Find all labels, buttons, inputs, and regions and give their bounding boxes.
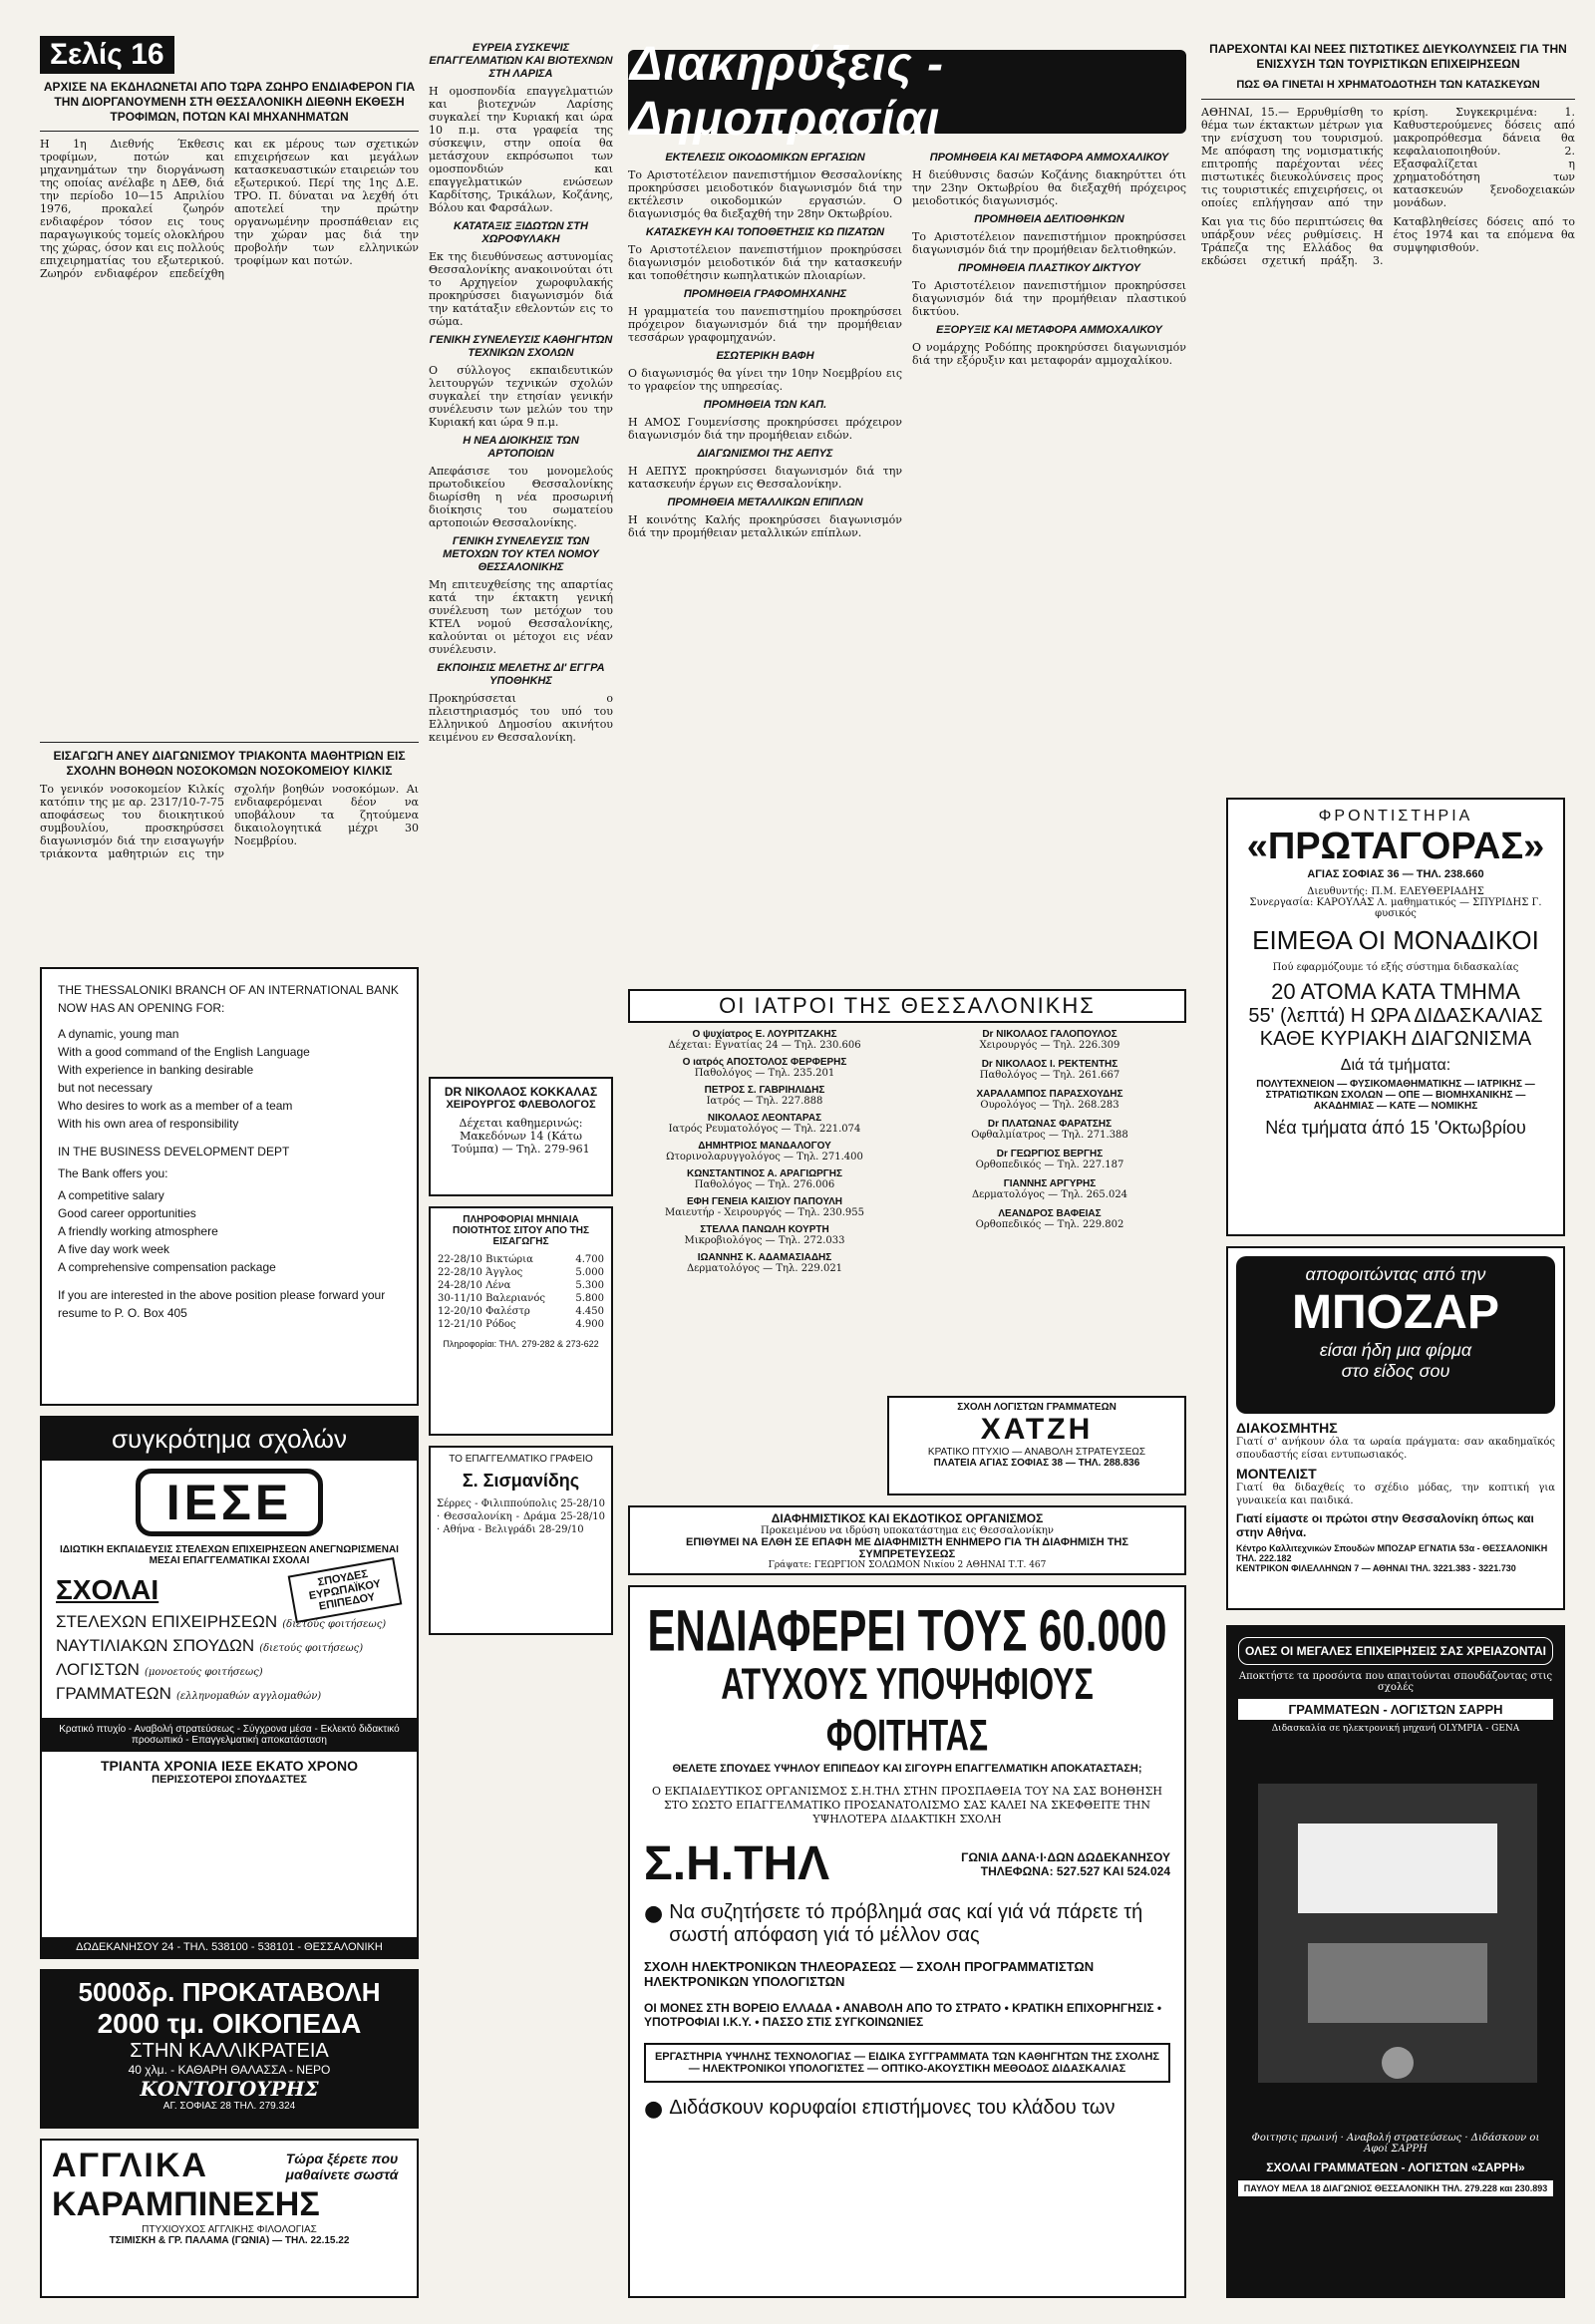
doctor-entry xyxy=(628,1057,901,1079)
kokkalas-body: Δέχεται καθημερινώς: Μακεδόνων 14 (Κάτω Τούμπα) — Τηλ. 279-961 xyxy=(452,1117,590,1156)
karampinesis-ad xyxy=(40,2139,419,2298)
wheat-title: ΠΛΗΡΟΦΟΡΙΑΙ ΜΗΝΙΑΙΑ ΠΟΙΟΤΗΤΟΣ ΣΙΤΟΥ ΑΠΟ ΤΗΣ ΕΙΣΑΓΩΓΗΣ xyxy=(453,1214,589,1247)
bozar-title-1: ΔΙΑΚΟΣΜΗΤΗΣ xyxy=(1236,1420,1338,1436)
bank-ad-req: With experience in banking desirable xyxy=(58,1063,254,1077)
protagoras-note: Πού εφαρμόζουμε τό εξής σύστημα διδασκαλίας xyxy=(1272,962,1519,973)
doctor-entry xyxy=(628,1168,901,1190)
karampinesis-line-2: ΚΑΡΑΜΠΙΝΕΣΗΣ xyxy=(52,2185,320,2223)
protagoras-point-3: ΚΑΘΕ ΚΥΡΙΑΚΗ ΔΙΑΓΩΝΙΣΜΑ xyxy=(1259,1028,1532,1050)
doctors-left xyxy=(628,1029,901,1280)
protagoras-new: Νέα τμήματα άπό 15 'Οκτωβρίου xyxy=(1265,1118,1526,1138)
protagoras-sections: ΠΟΛΥΤΕΧΝΕΙΟΝ — ΦΥΣΙΚΟΜΑΘΗΜΑΤΙΚΗΣ — ΙΑΤΡΙΚΗΣ — ΣΤΡΑΤΙΩΤΙΚΩΝ ΣΧΟΛΩΝ — ΟΠΕ — ΒΙΟΜΗΧΑΝΙΚΗΣ — ΑΚΑΔΗΜΙΑΣ — ΚΑΤΕ — ΝΟΜΙΚΗΣ xyxy=(1256,1079,1535,1112)
doctor-details: Μαιευτήρ - Χειρουργός — Τηλ. 230.955 xyxy=(664,1207,865,1218)
headline-notice: ΕΚΠΟΙΗΣΙΣ ΜΕΛΕΤΗΣ ΔΙ' ΕΓΓΡΑ ΥΠΟΘΗΚΗΣ xyxy=(437,662,605,687)
iese-school-name: ΝΑΥΤΙΛΙΑΚΩΝ ΣΠΟΥΔΩΝ xyxy=(56,1636,255,1655)
doctor-entry xyxy=(628,1029,901,1051)
ad-agency-line-2 xyxy=(640,1536,1174,1560)
doctor-details: Ουρολόγος — Τηλ. 268.283 xyxy=(980,1100,1119,1111)
table-row xyxy=(437,1266,605,1279)
article-teachers: Ο σύλλογος εκπαιδευτικών λειτουργών τεχνικών σχολών συγκαλεί την ετησίαν γενικήν συνέλευσιν των μελών του την Κυριακή και ώρα 9 π.μ. xyxy=(429,364,613,429)
doctor-details: Ωτορινολαρυγγολόγος — Τηλ. 271.400 xyxy=(666,1152,863,1162)
article-tender: Το Αριστοτέλειον πανεπιστήμιον προκηρύσσει διαγωνισμόν διά την προμήθειαν πλαστικού δικτύου. xyxy=(912,279,1186,318)
article-tourism-2: Και για τις δύο περιπτώσεις θα υπάρξουν νέες ρυθμίσεις. Η Τράπεζα της Ελλάδος θα εκδώσει σχετική πράξη. 3. Καταβληθείσες δόσεις από το έτος 1974 και τα επόμενα θα συμψηφισθούν. xyxy=(1201,215,1575,267)
iese-ad xyxy=(40,1416,419,1959)
kokkalas-name: DR ΝΙΚΟΛΑΟΣ ΚΟΚΚΑΛΑΣ xyxy=(444,1085,598,1099)
protagoras-top: ΦΡΟΝΤΙΣΤΗΡΙΑ xyxy=(1318,808,1473,825)
plots-line-1: 5000δρ. ΠΡΟΚΑΤΑΒΟΛΗ xyxy=(78,1977,381,2007)
protagoras-point-1: 20 ΑΤΟΜΑ ΚΑΤΑ ΤΜΗΜΑ xyxy=(1271,979,1520,1004)
bank-ad-requirements xyxy=(58,1025,401,1133)
doctor-details: Οφθαλμίατρος — Τηλ. 271.388 xyxy=(971,1130,1128,1141)
headline-tender: ΔΙΑΓΩΝΙΣΜΟΙ ΤΗΣ ΑΕΠΥΣ xyxy=(697,448,833,460)
doctor-name: ΠΕΤΡΟΣ Σ. ΓΑΒΡΙΗΛΙΔΗΣ xyxy=(704,1085,825,1096)
xatzi-sub: ΚΡΑΤΙΚΟ ΠΤΥΧΙΟ — ΑΝΑΒΟΛΗ ΣΤΡΑΤΕΥΣΕΩΣ xyxy=(927,1447,1146,1458)
table-cell: 24-28/10 Λένα xyxy=(438,1280,511,1291)
table-cell: 5.800 xyxy=(575,1293,604,1304)
doctor-entry xyxy=(913,1119,1186,1141)
doctor-details: Ορθοπεδικός — Τηλ. 227.187 xyxy=(975,1160,1124,1170)
bank-ad-offer: A five day work week xyxy=(58,1242,170,1256)
doctor-name: Dr ΠΛΑΤΩΝΑΣ ΦΑΡΑΤΣΗΣ xyxy=(987,1119,1113,1130)
bozar-ad xyxy=(1226,1246,1565,1610)
wheat-data-table xyxy=(437,1253,605,1331)
table-cell: 4.450 xyxy=(575,1306,604,1317)
article-tender: Το Αριστοτέλειον πανεπιστήμιον προκηρύσσει διαγωνισμόν μειοδοτικόν διά την κατασκευήν και τοποθέτησιν κωπηλατικών πλοιαρίων. xyxy=(628,243,902,282)
headline-bakers: Η ΝΕΑ ΔΙΟΙΚΗΣΙΣ ΤΩΝ ΑΡΤΟΠΟΙΩΝ xyxy=(463,435,579,460)
article-nurses: Το γενικόν νοσοκομείον Κιλκίς κατόπιν της με αρ. 2317/10-7-75 αποφάσεως του διοικητικού συμβουλίου, προσκηρύσσει διαγωνισμόν διά την εισαγωγήν τριάκοντα μαθητριών εις την σχολήν βοηθών νοσοκόμων. Αι ενδιαφερόμεναι δέον να υποβάλουν τα ζητούμενα δικαιολογητικά μέχρι 30 Νοεμβρίου. xyxy=(40,783,419,860)
ad-agency-line-1: Προκειμένου να ιδρύση υποκατάστημα εις Θεσσαλονίκην xyxy=(761,1525,1054,1536)
table-row xyxy=(437,1253,605,1266)
iese-top: συγκρότημα σχολών xyxy=(42,1418,417,1461)
sarri-notes: Φοιτησις πρωινή · Αναβολή στρατεύσεως · Διδάσκουν οι Αφοί ΣΑΡΡΗ xyxy=(1251,2133,1540,2155)
auctions-banner xyxy=(628,38,1186,146)
table-cell: 12-20/10 Φαλέστρ xyxy=(438,1306,530,1317)
doctor-entry xyxy=(913,1029,1186,1051)
headline-tender: ΚΑΤΑΣΚΕΥΗ ΚΑΙ ΤΟΠΟΘΕΤΗΣΙΣ ΚΩ ΠΙΖΑΤΩΝ xyxy=(645,226,885,238)
sarri-name: ΣΧΟΛΑΙ ΓΡΑΜΜΑΤΕΩΝ - ΛΟΓΙΣΤΩΝ «ΣΑΡΡΗ» xyxy=(1266,2160,1525,2174)
iese-subtitle: ΙΔΙΩΤΙΚΗ ΕΚΠΑΙΔΕΥΣΙΣ ΣΤΕΛΕΧΩΝ ΕΠΙΧΕΙΡΗΣΕΩΝ ΑΝΕΓΝΩΡΙΣΜΕΝΑΙ ΜΕΣΑΙ ΕΠΑΓΓΕΛΜΑΤΙΚΑΙ ΣΧΟΛΑΙ xyxy=(60,1544,399,1566)
table-cell: 5.000 xyxy=(575,1267,604,1278)
doctor-details: Παθολόγος — Τηλ. 261.667 xyxy=(979,1070,1120,1081)
bozar-title-2: ΜΟΝΤΕΛΙΣΤ xyxy=(1236,1466,1317,1482)
doctor-details: Δέχεται: Εγνατίας 24 — Τηλ. 230.606 xyxy=(668,1040,861,1051)
sitil-address: ΓΩΝΙΑ ΔΑΝΑ·Ι·ΔΩΝ ΔΩΔΕΚΑΝΗΣΟΥ xyxy=(961,1849,1170,1864)
doctors-right xyxy=(913,1029,1186,1280)
protagoras-director: Διευθυντής: Π.Μ. ΕΛΕΥΘΕΡΙΑΔΗΣ xyxy=(1307,886,1484,897)
table-cell: 22-28/10 Άγγλος xyxy=(438,1267,523,1278)
headline-tender: ΠΡΟΜΗΘΕΙΑ ΜΕΤΑΛΛΙΚΩΝ ΕΠΙΠΛΩΝ xyxy=(667,497,863,508)
iese-school xyxy=(56,1660,403,1680)
table-row xyxy=(437,1292,605,1305)
plots-name: ΚΟΝΤΟΓΟΥΡΗΣ xyxy=(140,2077,319,2101)
xatzi-name: ΧΑΤΖΗ xyxy=(980,1413,1094,1446)
doctor-details: Παθολόγος — Τηλ. 235.201 xyxy=(694,1068,835,1079)
article-tender: Ο νομάρχης Ροδόπης προκηρύσσει διαγωνισμόν διά την εξόρυξιν και μεταφοράν αμμοχαλίκου. xyxy=(912,341,1186,367)
bullet-icon: ● xyxy=(644,2097,664,2122)
xatzi-address: ΠΛΑΤΕΙΑ ΑΓΙΑΣ ΣΟΦΙΑΣ 38 — ΤΗΛ. 288.836 xyxy=(933,1458,1140,1469)
iese-school-note: (μονοετούς φοιτήσεως) xyxy=(144,1667,263,1678)
sitil-school: ΣΧΟΛΗ ΗΛΕΚΤΡΟΝΙΚΩΝ ΤΗΛΕΟΡΑΣΕΩΣ — ΣΧΟΛΗ ΠΡΟΓΡΑΜΜΑΤΙΣΤΩΝ ΗΛΕΚΤΡΟΝΙΚΩΝ ΥΠΟΛΟΓΙΣΤΩΝ xyxy=(644,1959,1095,1989)
doctor-details: Παθολόγος — Τηλ. 276.006 xyxy=(694,1179,835,1190)
doctor-entry xyxy=(628,1224,901,1246)
sitil-sub: ΘΕΛΕΤΕ ΣΠΟΥΔΕΣ ΥΨΗΛΟΥ ΕΠΙΠΕΔΟΥ ΚΑΙ ΣΙΓΟΥΡΗ ΕΠΑΓΓΕΛΜΑΤΙΚΗ ΑΠΟΚΑΤΑΣΤΑΣΗ; xyxy=(672,1763,1142,1775)
sismanidis-label: ΤΟ ΕΠΑΓΓΕΛΜΑΤΙΚΟ ΓΡΑΦΕΙΟ xyxy=(449,1454,593,1465)
sismanidis-ad xyxy=(429,1446,613,1635)
iese-footer-2: ΤΡΙΑΝΤΑ ΧΡΟΝΙΑ ΙΕΣΕ ΕΚΑΤΟ ΧΡΟΝΟ xyxy=(101,1758,358,1774)
doctor-name: Dr ΝΙΚΟΛΑΟΣ ΓΑΛΟΠΟΥΛΟΣ xyxy=(982,1029,1117,1040)
doctor-name: ΓΙΑΝΝΗΣ ΑΡΓΥΡΗΣ xyxy=(1003,1178,1097,1189)
table-row xyxy=(437,1305,605,1318)
article-tender: Ο διαγωνισμός θα γίνει την 10ην Νοεμβρίου εις το γραφείον της υπηρεσίας. xyxy=(628,367,902,393)
article-tender: Η διεύθυνσις δασών Κοζάνης διακηρύττει ότι την 23ην Οκτωβρίου θα διεξαχθή πρόχειρος μειοδοτικός διαγωνισμός. xyxy=(912,168,1186,207)
article-tender: Η ΑΜΟΣ Γουμενίσσης προκηρύσσει πρόχειρον διαγωνισμόν διά την προμήθειαν ειδών. xyxy=(628,416,902,442)
plots-ad xyxy=(40,1969,419,2129)
column-2 xyxy=(429,36,613,1073)
protagoras-staff: Συνεργασία: ΚΑΡΟΥΛΑΣ Λ. μαθηματικός — ΣΠΥΡΙΔΗΣ Γ. φυσικός xyxy=(1249,897,1542,919)
headline-tender: ΕΚΤΕΛΕΣΙΣ ΟΙΚΟΔΟΜΙΚΩΝ ΕΡΓΑΣΙΩΝ xyxy=(665,152,865,164)
headline-tender: ΠΡΟΜΗΘΕΙΑ ΔΕΛΤΙΟΘΗΚΩΝ xyxy=(974,213,1124,225)
bank-ad-dept: IN THE BUSINESS DEVELOPMENT DEPT xyxy=(58,1145,290,1159)
headline-larisa: ΕΥΡΕΙΑ ΣΥΣΚΕΨΙΣ ΕΠΑΓΓΕΛΜΑΤΙΩΝ ΚΑΙ ΒΙΟΤΕΧΝΩΝ ΣΤΗ ΛΑΡΙΣΑ xyxy=(429,42,613,80)
karampinesis-line-1: ΑΓΓΛΙΚΑ xyxy=(52,2147,208,2184)
bozar-bottom-2: στο είδος σου xyxy=(1341,1361,1450,1381)
ad-agency-line-2-b: ΕΝΗΜΕΡΟ ΓΙΑ ΤΗ ΔΙΑΦΗΜΙΣΗ ΤΗΣ ΣΥΜΠΡΕΤΕΥΣΕΩΣ xyxy=(858,1536,1128,1560)
sismanidis-name: Σ. Σισμανίδης xyxy=(462,1471,580,1491)
bank-ad-offer: A friendly working atmosphere xyxy=(58,1224,218,1238)
iese-badge: ΣΠΟΥΔΕΣ ΕΥΡΩΠΑΪΚΟΥ ΕΠΙΠΕΔΟΥ xyxy=(288,1557,403,1623)
iese-school-note: (διετούς φοιτήσεως) xyxy=(259,1643,364,1654)
doctor-entry xyxy=(628,1085,901,1107)
bank-ad-req: Who desires to work as a member of a team xyxy=(58,1099,293,1113)
bank-ad-offer: Good career opportunities xyxy=(58,1206,196,1220)
wheat-table xyxy=(429,1206,613,1436)
xatzi-ad xyxy=(887,1396,1186,1495)
sitil-bullet-2: Διδάσκουν κορυφαίοι επιστήμονες του κλάδου των xyxy=(669,2097,1116,2119)
table-row xyxy=(437,1279,605,1292)
doctor-details: Χειρουργός — Τηλ. 226.309 xyxy=(979,1040,1120,1051)
protagoras-sections-title: Διά τά τμήματα: xyxy=(1340,1057,1451,1074)
bank-ad-closing: If you are interested in the above position please forward your resume to P. O. Box 405 xyxy=(58,1288,386,1320)
headline-gendarmerie: ΚΑΤΑΤΑΞΙΣ ΞΙΔΩΤΩΝ ΣΤΗ ΧΩΡΟΦΥΛΑΚΗ xyxy=(454,220,588,245)
doctor-entry xyxy=(913,1208,1186,1230)
headline-ktel: ΓΕΝΙΚΗ ΣΥΝΕΛΕΥΣΙΣ ΤΩΝ ΜΕΤΟΧΩΝ ΤΟΥ ΚΤΕΛ ΝΟΜΟΥ ΘΕΣΣΑΛΟΝΙΚΗΣ xyxy=(443,535,599,573)
table-cell: 22-28/10 Βικτώρια xyxy=(438,1254,533,1265)
doctor-details: Ορθοπεδικός — Τηλ. 229.802 xyxy=(975,1219,1124,1230)
article-tender: Η γραμματεία του πανεπιστημίου προκηρύσσει πρόχειρον διαγωνισμόν διά την προμήθειαν τεσσάρων γραφομηχανών. xyxy=(628,305,902,344)
iese-school-name: ΓΡΑΜΜΑΤΕΩΝ xyxy=(56,1684,171,1703)
iese-school xyxy=(56,1684,403,1704)
doctor-entry xyxy=(628,1252,901,1274)
xatzi-label: ΣΧΟΛΗ ΛΟΓΙΣΤΩΝ ΓΡΑΜΜΑΤΕΩΝ xyxy=(957,1402,1116,1413)
doctor-details: Ιατρός — Τηλ. 227.888 xyxy=(706,1096,823,1107)
karampinesis-address: ΤΣΙΜΙΣΚΗ & ΓΡ. ΠΑΛΑΜΑ (ΓΩΝΙΑ) — ΤΗΛ. 22.15.22 xyxy=(109,2235,350,2246)
article-notice: Προκηρύσσεται ο πλειστηριασμός του υπό του Ελληνικού Δημοσίου ακινήτου κειμένου εν Θεσσαλονίκη. xyxy=(429,692,613,744)
iese-address: ΔΩΔΕΚΑΝΗΣΟΥ 24 - ΤΗΛ. 538100 - 538101 - ΘΕΣΣΑΛΟΝΙΚΗ xyxy=(42,1937,417,1957)
article-tender: Το Αριστοτέλειον πανεπιστήμιον προκηρύσσει διαγωνισμόν διά την προμήθειαν δελτιοθηκών. xyxy=(912,230,1186,256)
doctors-title-box xyxy=(628,989,1186,1023)
typewriter-illustration xyxy=(1238,1744,1553,2123)
doctor-name: Ο ιατρός ΑΠΟΣΤΟΛΟΣ ΦΕΡΦΕΡΗΣ xyxy=(682,1057,847,1068)
doctors-title: ΟΙ ΙΑΤΡΟΙ ΤΗΣ ΘΕΣΣΑΛΟΝΙΚΗΣ xyxy=(719,993,1096,1018)
iese-footer-1: Κρατικό πτυχίο - Αναβολή στρατεύσεως - Σύγχρονα μέσα - Εκλεκτό διδακτικό προσωπικό - Επαγγελματική αποκατάσταση xyxy=(42,1718,417,1752)
sarri-top: ΟΛΕΣ ΟΙ ΜΕΓΑΛΕΣ ΕΠΙΧΕΙΡΗΣΕΙΣ ΣΑΣ ΧΡΕΙΑΖΟΝΤΑΙ xyxy=(1238,1637,1553,1665)
bank-ad-offer: A competitive salary xyxy=(58,1188,164,1202)
protagoras-ad xyxy=(1226,798,1565,1236)
headline-tourism: ΠΑΡΕΧΟΝΤΑΙ ΚΑΙ ΝΕΕΣ ΠΙΣΤΩΤΙΚΕΣ ΔΙΕΥΚΟΛΥΝΣΕΙΣ ΓΙΑ ΤΗΝ ΕΝΙΣΧΥΣΗ ΤΩΝ ΤΟΥΡΙΣΤΙΚΩΝ ΕΠΙΧΕΙΡΗΣΕΩΝ xyxy=(1209,42,1567,71)
doctor-name: ΚΩΝΣΤΑΝΤΙΝΟΣ Α. ΑΡΑΓΙΩΡΓΗΣ xyxy=(686,1168,843,1179)
protagoras-name: «ΠΡΩΤΑΓΟΡΑΣ» xyxy=(1246,826,1545,867)
protagoras-point-2: 55' (λεπτά) Η ΩΡΑ ΔΙΔΑΣΚΑΛΙΑΣ xyxy=(1248,1005,1543,1027)
doctor-entry xyxy=(913,1149,1186,1170)
doctor-name: ΕΦΗ ΓΕΝΕΙΑ ΚΑΙΣΙΟΥ ΠΑΠΟΥΛΗ xyxy=(687,1196,842,1207)
bank-ad-req: With a good command of the English Language xyxy=(58,1045,310,1059)
article-tourism: ΑΘΗΝΑΙ, 15.— Ερρυθμίσθη το θέμα των έκτακτων μέτρων για την ενίσχυση του τουρισμού. Με απόφαση της νομισματικής επιτροπής παρέχονται νέες πιστωτικές διευκολύνσεις προς τις τουριστικές επιχειρήσεις, οι οποίες επλήγησαν από την κρίση. Συγκεκριμένα: 1. Καθυστερούμενες δόσεις από μακροπρόθεσμα δάνεια θα κεφαλαιοποιηθούν. 2. Εξασφαλίζεται η χρηματοδότηση των κατασκευών ξενοδοχειακών μονάδων. xyxy=(1201,106,1575,209)
auctions-banner-text: Διακηρύξεις - Δημοπρασίαι xyxy=(630,38,945,146)
karampinesis-sub: ΠΤΥΧΙΟΥΧΟΣ ΑΓΓΛΙΚΗΣ ΦΙΛΟΛΟΓΙΑΣ xyxy=(142,2224,317,2235)
bozar-name: ΜΠΟΖΑΡ xyxy=(1292,1286,1499,1339)
doctor-name: ΧΑΡΑΛΑΜΠΟΣ ΠΑΡΑΣΧΟΥΔΗΣ xyxy=(976,1089,1123,1100)
headline-teachers: ΓΕΝΙΚΗ ΣΥΝΕΛΕΥΣΙΣ ΚΑΘΗΓΗΤΩΝ ΤΕΧΝΙΚΩΝ ΣΧΟΛΩΝ xyxy=(429,334,613,359)
headline-tender: ΕΞΟΡΥΞΙΣ ΚΑΙ ΜΕΤΑΦΟΡΑ ΑΜΜΟΧΑΛΙΚΟΥ xyxy=(936,324,1162,336)
bank-ad-offer: A comprehensive compensation package xyxy=(58,1260,276,1274)
doctor-entry xyxy=(628,1141,901,1162)
iese-school-name: ΛΟΓΙΣΤΩΝ xyxy=(56,1660,140,1679)
wheat-contact: Πληροφορίαι: ΤΗΛ. 279-282 & 273-622 xyxy=(443,1339,599,1349)
article-gendarmerie: Εκ της διευθύνσεως αστυνομίας Θεσσαλονίκης ανακοινούται ότι το Αρχηγείον χωροφυλακής προκηρύσσει διαγωνισμόν διά την κατάταξιν εθελοντών εις το σώμα. xyxy=(429,250,613,328)
page-label: Σελίς 16 xyxy=(40,36,174,74)
headline-tender: ΠΡΟΜΗΘΕΙΑ ΠΛΑΣΤΙΚΟΥ ΔΙΚΤΥΟΥ xyxy=(957,262,1141,274)
karampinesis-slogan: Τώρα ξέρετε που μαθαίνετε σωστά xyxy=(285,2151,399,2182)
sitil-ad xyxy=(628,1585,1186,2298)
bullet-icon: ● xyxy=(644,1901,664,1926)
ad-agency-title: ΔΙΑΦΗΜΙΣΤΙΚΟΣ ΚΑΙ ΕΚΔΟΤΙΚΟΣ ΟΡΓΑΝΙΣΜΟΣ xyxy=(771,1511,1044,1525)
doctors-directory xyxy=(628,989,1186,1388)
table-cell: 4.700 xyxy=(575,1254,604,1265)
plots-address: ΑΓ. ΣΟΦΙΑΣ 28 ΤΗΛ. 279.324 xyxy=(162,2101,296,2112)
column-5 xyxy=(1201,36,1575,784)
bozar-top: αποφοιτώντας από την xyxy=(1305,1264,1486,1284)
iese-school xyxy=(56,1636,403,1656)
doctor-name: Ο ψυχίατρος Ε. ΛΟΥΡΙΤΖΑΚΗΣ xyxy=(692,1029,837,1040)
sarri-ad xyxy=(1226,1625,1565,2298)
doctor-name: Dr ΝΙΚΟΛΑΟΣ Ι. ΡΕΚΤΕΝΤΗΣ xyxy=(981,1059,1118,1070)
article-tender: Η κοινότης Καλής προκηρύσσει διαγωνισμόν διά την προμήθειαν μεταλλικών επίπλων. xyxy=(628,513,902,539)
sitil-points: ΟΙ ΜΟΝΕΣ ΣΤΗ ΒΟΡΕΙΟ ΕΛΛΑΔΑ • ΑΝΑΒΟΛΗ ΑΠΟ ΤΟ ΣΤΡΑΤΟ • ΚΡΑΤΙΚΗ ΕΠΙΧΟΡΗΓΗΣΙΣ • ΥΠΟΤΡΟΦΙΑΙ Ι.Κ.Υ. • ΠΑΣΣΟ ΣΤΙΣ ΣΥΓΚΟΙΝΩΝΙΕΣ xyxy=(644,2001,1162,2029)
article-tender: Το Αριστοτέλειον πανεπιστήμιον Θεσσαλονίκης προκηρύσσει μειοδοτικόν διαγωνισμόν διά την εκτέλεσιν οικοδομικών εργασιών. Ο διαγωνισμός θα διεξαχθή την 28ην Οκτωβρίου. xyxy=(628,168,902,220)
iese-footer-3: ΠΕΡΙΣΣΟΤΕΡΟΙ ΣΠΟΥΔΑΣΤΕΣ xyxy=(152,1774,307,1786)
iese-school-note: (ελληνομαθών αγγλομαθών) xyxy=(175,1691,322,1702)
kokkalas-ad xyxy=(429,1077,613,1196)
table-cell: 5.300 xyxy=(575,1280,604,1291)
doctor-name: Dr ΓΕΩΡΓΙΟΣ ΒΕΡΓΗΣ xyxy=(996,1149,1104,1160)
sarri-machines: Διδασκαλία σε ηλεκτρονική μηχανή OLYMPIA - GENA xyxy=(1271,1724,1520,1734)
article-ktel: Μη επιτευχθείσης της απαρτίας κατά την έκτακτη γενική συνέλευση των μετόχων του ΚΤΕΛ νομού Θεσσαλονίκης, καλούνται οι μέτοχοι εις νέαν συνέλευσιν. xyxy=(429,578,613,656)
subheadline-tourism: ΠΩΣ ΘΑ ΓΙΝΕΤΑΙ Η ΧΡΗΜΑΤΟΔΟΤΗΣΗ ΤΩΝ ΚΑΤΑΣΚΕΥΩΝ xyxy=(1236,79,1540,91)
sarri-intro: Αποκτήστε τα προσόντα που απαιτούνται σπουδάζοντας στις σχολές xyxy=(1238,1671,1553,1693)
doctor-name: ΔΗΜΗΤΡΙΟΣ ΜΑΝΔΑΛΟΓΟΥ xyxy=(698,1141,831,1152)
bank-job-ad xyxy=(40,967,419,1406)
bozar-bottom-1: είσαι ήδη μια φίρμα xyxy=(1319,1340,1472,1360)
iese-school-note: (διετούς φοιτήσεως) xyxy=(282,1619,387,1630)
bozar-banner xyxy=(1236,1256,1555,1414)
article-larisa: Η ομοσπονδία επαγγελματιών και βιοτεχνών Λαρίσης συγκαλεί την Κυριακή και ώρα 10 π.μ. στα γραφεία της σύσκεψιν, στην οποία θα μετάσχουν εκπρόσωποι των ομοσπονδιών και επαγγελματικών ενώσεων Καρδίτσης, Τρικάλων, Κοζάνης, Βόλου και Φαρσάλων. xyxy=(429,85,613,214)
bank-ad-offers xyxy=(58,1186,401,1276)
bank-ad-offers-title: The Bank offers you: xyxy=(58,1166,168,1180)
headline-tender: ΠΡΟΜΗΘΕΙΑ ΓΡΑΦΟΜΗΧΑΝΗΣ xyxy=(683,288,847,300)
sitil-logo: Σ.Η.ΤΗΛ xyxy=(644,1837,830,1890)
typewriter-icon xyxy=(1238,1744,1557,2123)
doctor-entry xyxy=(628,1196,901,1218)
bozar-address-1: Κέντρο Καλλιτεχνικών Σπουδών ΜΠΟΖΑΡ ΕΓΝΑΤΙΑ 53α - ΘΕΣΣΑΛΟΝΙΚΗ ΤΗΛ. 222.182 xyxy=(1236,1543,1548,1563)
sitil-big-1: ΕΝΔΙΑΦΕΡΕΙ ΤΟΥΣ 60.000 xyxy=(647,1597,1167,1664)
protagoras-slogan: ΕΙΜΕΘΑ ΟΙ ΜΟΝΑΔΙΚΟΙ xyxy=(1252,925,1539,955)
headline-tender: ΕΣΩΤΕΡΙΚΗ ΒΑΦΗ xyxy=(716,350,814,362)
table-cell: 30-11/10 Βαλεριανός xyxy=(438,1293,545,1304)
doctor-details: Δερματολόγος — Τηλ. 265.024 xyxy=(971,1189,1128,1200)
iese-logo: ΙΕΣΕ xyxy=(136,1469,324,1536)
table-cell: 12-21/10 Ρόδος xyxy=(438,1319,516,1330)
bank-ad-req: With his own area of responsibility xyxy=(58,1117,239,1131)
bank-ad-req: A dynamic, young man xyxy=(58,1027,179,1041)
doctor-name: ΣΤΕΛΛΑ ΠΑΝΩΛΗ ΚΟΥΡΤΗ xyxy=(700,1224,829,1235)
sitil-bullet-1: Να συζητήσετε τό πρόβλημά σας καί γιά νά πάρετε τή σωστή απόφαση γιά τό μέλλον σας xyxy=(669,1901,1143,1946)
ad-agency-line-2-a: ΕΠΙΘΥΜΕΙ ΝΑ ΕΛΘΗ ΣΕ ΕΠΑΦΗ ΜΕ ΔΙΑΦΗΜΙΣΤΗ xyxy=(686,1536,943,1548)
table-row xyxy=(437,1318,605,1331)
doctor-entry xyxy=(913,1178,1186,1200)
sitil-intro: Ο ΕΚΠΑΙΔΕΥΤΙΚΟΣ ΟΡΓΑΝΙΣΜΟΣ Σ.Η.ΤΗΛ ΣΤΗΝ ΠΡΟΣΠΑΘΕΙΑ ΤΟΥ ΝΑ ΣΑΣ ΒΟΗΘΗΣΗ ΣΤΟ ΣΩΣΤΟ ΕΠΑΓΓΕΛΜΑΤΙΚΟ ΠΡΟΣΑΝΑΤΟΛΙΣΜΟ ΣΑΣ ΚΑΛΕΙ ΝΑ ΣΚΕΦΘΕΙΤΕ ΤΗΝ ΥΨΗΛΟΤΕΡΑ ΔΙΔΑΚΤΙΚΗ ΣΧΟΛΗ xyxy=(652,1785,1162,1826)
headline-tender: ΠΡΟΜΗΘΕΙΑ ΚΑΙ ΜΕΤΑΦΟΡΑ ΑΜΜΟΧΑΛΙΚΟΥ xyxy=(929,152,1169,164)
sismanidis-routes: Σέρρες - Φιλιππούπολις 25-28/10 · Θεσσαλονίκη - Δράμα 25-28/10 · Αθήνα - Βελιγράδι 28-29/10 xyxy=(437,1498,605,1535)
headline-food-expo: ΑΡΧΙΣΕ ΝΑ ΕΚΔΗΛΩΝΕΤΑΙ ΑΠΟ ΤΩΡΑ ΖΩΗΡΟ ΕΝΔΙΑΦΕΡΟΝ ΓΙΑ ΤΗΝ ΔΙΟΡΓΑΝΟΥΜΕΝΗ ΣΤΗ ΘΕΣΣΑΛΟΝΙΚΗ ΔΙΕΘΝΗ ΕΚΘΕΣΗ ΤΡΟΦΙΜΩΝ, ΠΟΤΩΝ ΚΑΙ ΜΗΧΑΝΗΜΑΤΩΝ xyxy=(43,80,416,124)
article-tender: Η ΑΕΠΥΣ προκηρύσσει διαγωνισμόν διά την κατασκευήν έργων εις Θεσσαλονίκην. xyxy=(628,465,902,491)
iese-school xyxy=(56,1612,403,1632)
doctor-entry xyxy=(913,1059,1186,1081)
plots-line-2: 2000 τμ. ΟΙΚΟΠΕΔΑ xyxy=(97,2008,362,2039)
sitil-phones: ΤΗΛΕΦΩΝΑ: 527.527 ΚΑΙ 524.024 xyxy=(980,1863,1170,1878)
column-3 xyxy=(628,146,902,979)
bank-ad-req: but not necessary xyxy=(58,1081,153,1095)
bozar-body-2: Γιατί θα διδαχθείς το σχέδιο μόδας, την κοπτική για γυναικεία και παιδικά. xyxy=(1236,1483,1555,1506)
table-cell: 4.900 xyxy=(575,1319,604,1330)
plots-line-4: 40 χλμ. - ΚΑΘΑΡΗ ΘΑΛΑΣΣΑ - ΝΕΡΟ xyxy=(128,2063,331,2077)
sitil-big-2: ΑΤΥΧΟΥΣ ΥΠΟΨΗΦΙΟΥΣ ΦΟΙΤΗΤΑΣ xyxy=(721,1658,1094,1761)
doctor-details: Δερματολόγος — Τηλ. 229.021 xyxy=(686,1263,843,1274)
iese-schools-title: ΣΧΟΛΑΙ xyxy=(56,1574,160,1605)
article-food-expo: Η 1η Διεθνής Έκθεσις τροφίμων, ποτών και μηχανημάτων την διοργάνωση της οποίας ανέλαβε η ΔΕΘ, διά την περίοδο 10—15 Απριλίου 1976, προκαλεί ζωηρόν ενδιαφέρον τόσον εις τους παραγωγικούς τομείς ολοκλήρου της χώρας, όσον και εις πολλούς επιχειρηματίας του εξωτερικού. Ζωηρόν ενδιαφέρον επεδείχθη και εκ μέρους των σχετικών επιχειρήσεων και μεγάλων κατασκευαστικών εταιρειών του εξωτερικού. Περί της 1ης Δ.Ε. ΤΡΟ. Π. δύναται να λεχθή ότι αποτελεί την πρώτην οργανωμένην προσπάθειαν εις την χώραν μας διά την προβολήν των ελληνικών τροφίμων και ποτών. xyxy=(40,138,419,280)
doctor-name: ΛΕΑΝΔΡΟΣ ΒΑΦΕΙΑΣ xyxy=(998,1208,1102,1219)
headline-nurses: ΕΙΣΑΓΩΓΗ ΑΝΕΥ ΔΙΑΓΩΝΙΣΜΟΥ ΤΡΙΑΚΟΝΤΑ ΜΑΘΗΤΡΙΩΝ ΕΙΣ ΣΧΟΛΗΝ ΒΟΗΘΩΝ ΝΟΣΟΚΟΜΩΝ ΝΟΣΟΚΟΜΕΙΟΥ ΚΙΛΚΙΣ xyxy=(53,749,406,778)
sarri-address: ΠΑΥΛΟΥ ΜΕΛΑ 18 ΔΙΑΓΩΝΙΟΣ ΘΕΣΣΑΛΟΝΙΚΗ ΤΗΛ. 279.228 και 230.893 xyxy=(1238,2180,1553,2196)
kokkalas-title: ΧΕΙΡΟΥΡΓΟΣ ΦΛΕΒΟΛΟΓΟΣ xyxy=(446,1099,596,1111)
bozar-body-1: Γιατί σ' ανήκουν όλα τα ωραία πράγματα: σαν ακαδημαϊκός σπουδαστής είσαι εντυπωσιακός. xyxy=(1236,1437,1555,1461)
headline-tender: ΠΡΟΜΗΘΕΙΑ ΤΩΝ ΚΑΠ. xyxy=(703,399,827,411)
doctor-details: Ιατρός Ρευματολόγος — Τηλ. 221.074 xyxy=(668,1124,861,1135)
doctor-details: Μικροβιολόγος — Τηλ. 272.033 xyxy=(684,1235,845,1246)
bozar-title-3: Γιατί είμαστε οι πρώτοι στην Θεσσαλονίκη όπως και στην Αθήνα. xyxy=(1236,1511,1534,1539)
bank-ad-intro: THE THESSALONIKI BRANCH OF AN INTERNATIONAL BANK NOW HAS AN OPENING FOR: xyxy=(58,983,399,1015)
column-4 xyxy=(912,146,1186,979)
sitil-labs: ΕΡΓΑΣΤΗΡΙΑ ΥΨΗΛΗΣ ΤΕΧΝΟΛΟΓΙΑΣ — ΕΙΔΙΚΑ ΣΥΓΓΡΑΜΜΑΤΑ ΤΩΝ ΚΑΘΗΓΗΤΩΝ ΤΗΣ ΣΧΟΛΗΣ — ΗΛΕΚΤΡΟΝΙΚΟΙ ΥΠΟΛΟΓΙΣΤΕΣ — ΟΠΤΙΚΟ-ΑΚΟΥΣΤΙΚΗ ΜΕΘΟΔΟΣ ΔΙΔΑΣΚΑΛΙΑΣ xyxy=(644,2043,1170,2083)
article-bakers: Απεφάσισε του μονομελούς πρωτοδικείου Θεσσαλονίκης διωρίσθη η νέα προσωρινή διοίκησις του σωματείου αρτοποιών Θεσσαλονίκης. xyxy=(429,465,613,529)
ad-agency-address: Γράψατε: ΓΕΩΡΓΙΟΝ ΣΟΛΩΜΟΝ Νικίου 2 ΑΘΗΝΑΙ Τ.Τ. 467 xyxy=(768,1560,1047,1570)
ad-agency-ad xyxy=(628,1505,1186,1575)
bozar-address-2: ΚΕΝΤΡΙΚΟΝ ΦΙΛΕΛΛΗΝΩΝ 7 — ΑΘΗΝΑΙ ΤΗΛ. 3221.383 - 3221.730 xyxy=(1236,1563,1516,1573)
plots-line-3: ΣΤΗΝ ΚΑΛΛΙΚΡΑΤΕΙΑ xyxy=(130,2040,329,2062)
iese-school-name: ΣΤΕΛΕΧΩΝ ΕΠΙΧΕΙΡΗΣΕΩΝ xyxy=(56,1612,278,1631)
doctor-name: ΝΙΚΟΛΑΟΣ ΛΕΟΝΤΑΡΑΣ xyxy=(707,1113,822,1124)
doctor-name: ΙΩΑΝΝΗΣ Κ. ΑΔΑΜΑΣΙΑΔΗΣ xyxy=(697,1252,832,1263)
protagoras-address: ΑΓΙΑΣ ΣΟΦΙΑΣ 36 — ΤΗΛ. 238.660 xyxy=(1307,868,1484,880)
doctor-entry xyxy=(628,1113,901,1135)
doctor-entry xyxy=(913,1089,1186,1111)
sarri-school: ΓΡΑΜΜΑΤΕΩΝ - ΛΟΓΙΣΤΩΝ ΣΑΡΡΗ xyxy=(1238,1699,1553,1720)
